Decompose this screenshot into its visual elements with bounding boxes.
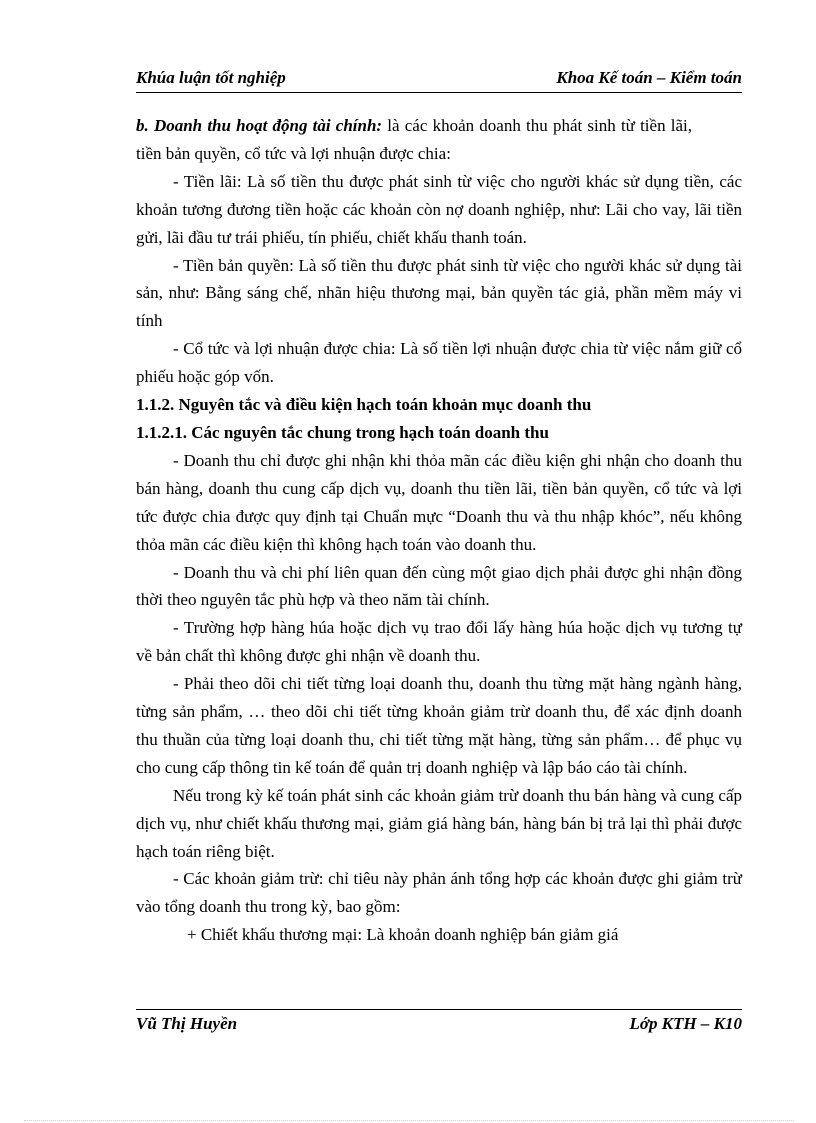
header-right-text: Khoa Kế toán – Kiểm toán <box>556 68 742 87</box>
footer-rule <box>136 1009 742 1010</box>
subsection-heading: 1.1.2.1. Các nguyên tắc chung trong hạch toán doanh thu <box>136 422 549 442</box>
paragraph-royalties: - Tiền bản quyền: Là số tiền thu được phát sinh từ việc cho người khác sử dụng tài sản, như: Bằng sáng chế, nhãn hiệu thương mại, bản quyền tác giả, phần mềm máy vi tính <box>136 255 742 331</box>
paragraph-deductions-intro: Nếu trong kỳ kế toán phát sinh các khoản giảm trừ doanh thu bán hàng và cung cấp dịch vụ, như chiết khấu thương mại, giảm giá hàng bán, hàng bán bị trả lại thì phải được hạch toán riêng biệt. <box>136 785 742 861</box>
paragraph-financial-revenue <box>136 112 742 168</box>
paragraph-tracking: - Phải theo dõi chi tiết từng loại doanh thu, doanh thu từng mặt hàng ngành hàng, từng sản phẩm, … theo dõi chi tiết từng khoản giảm trừ doanh thu, để xác định doanh thu thuần của từng loại doanh thu, chi tiết từng mặt hàng, từng sản phẩm… để phục vụ cho cung cấp thông tin kế toán để quản trị doanh nghiệp và lập báo cáo tài chính. <box>136 674 742 777</box>
page-bottom-dotted-line <box>24 1120 794 1121</box>
header-rule <box>136 92 742 93</box>
paragraph-exchange: - Trường hợp hàng húa hoặc dịch vụ trao đổi lấy hàng húa hoặc dịch vụ tương tự về bản chất thì không được ghi nhận về doanh thu. <box>136 618 742 666</box>
paragraph-interest: - Tiền lãi: Là số tiền thu được phát sinh từ việc cho người khác sử dụng tiền, các khoản tương đương tiền hoặc các khoản còn nợ doanh nghiệp, như: Lãi cho vay, lãi tiền gửi, lãi đầu tư trái phiếu, tín phiếu, chiết khấu thanh toán. <box>136 171 742 247</box>
footer-left-text: Vũ Thị Huyền <box>136 1014 238 1033</box>
paragraph-recognition: - Doanh thu chỉ được ghi nhận khi thỏa mãn các điều kiện ghi nhận cho doanh thu bán hàng, doanh thu cung cấp dịch vụ, doanh thu tiền lãi, tiền bản quyền, cổ tức và lợi tức được chia được quy định tại Chuẩn mực “Doanh thu và thu nhập khóc”, nếu không thỏa mãn các điều kiện thì không hạch toán vào doanh thu. <box>136 450 742 554</box>
header-left-text: Khúa luận tốt nghiệp <box>136 68 286 87</box>
paragraph-dividends: - Cổ tức và lợi nhuận được chia: Là số tiền lợi nhuận được chia từ việc nắm giữ cổ phiếu hoặc góp vốn. <box>136 339 742 387</box>
document-body <box>136 112 742 949</box>
page-header <box>136 68 742 90</box>
paragraph-deductions: - Các khoản giảm trừ: chỉ tiêu này phản ánh tổng hợp các khoản được ghi giảm trừ vào tổng doanh thu trong kỳ, bao gồm: <box>136 869 742 917</box>
footer-right-text: Lớp KTH – K10 <box>629 1014 742 1033</box>
paragraph-text: là các khoản doanh thu phát sinh từ tiền lãi, tiền bản quyền, cổ tức và lợi nhuận được chia: <box>136 116 692 163</box>
section-heading: 1.1.2. Nguyên tắc và điều kiện hạch toán khoản mục doanh thu <box>136 395 592 415</box>
page-footer <box>136 1014 742 1036</box>
paragraph-lead: b. Doanh thu hoạt động tài chính: <box>136 116 383 135</box>
paragraph-matching: - Doanh thu và chi phí liên quan đến cùng một giao dịch phải được ghi nhận đồng thời theo nguyên tắc phù hợp và theo năm tài chính. <box>136 562 742 610</box>
paragraph-trade-discount: + Chiết khấu thương mại: Là khoản doanh nghiệp bán giảm giá <box>187 925 619 945</box>
